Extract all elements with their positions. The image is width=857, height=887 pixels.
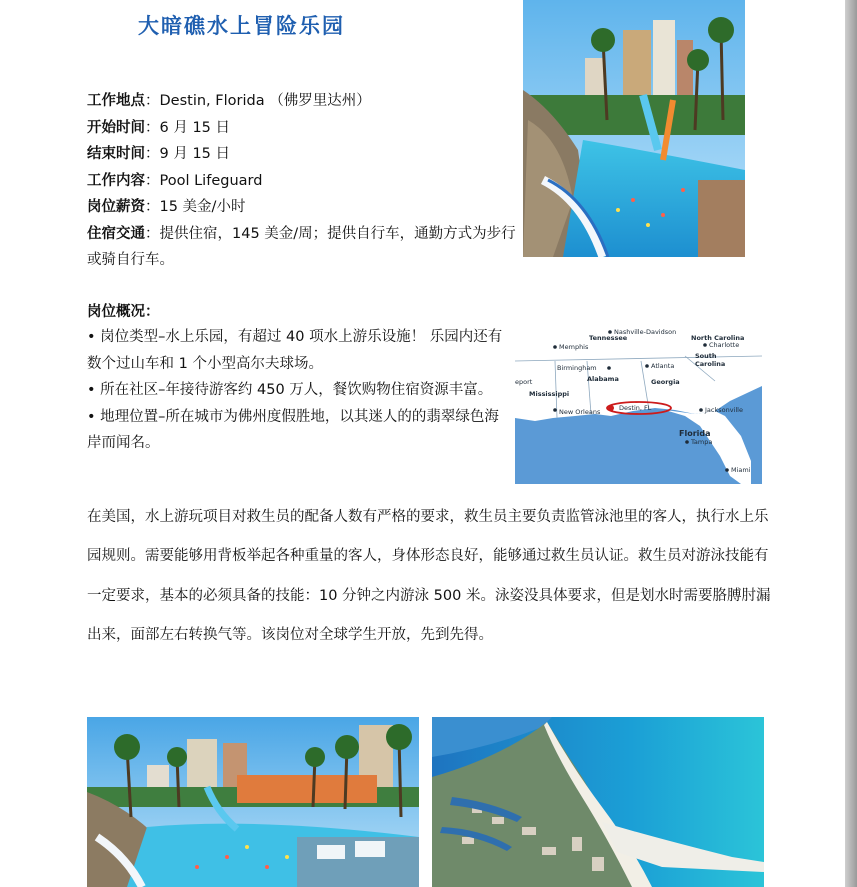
- map-label-carolina: Carolina: [695, 360, 726, 368]
- map-label-jacksonville: Jacksonville: [705, 406, 743, 414]
- map-label-tennessee: Tennessee: [589, 334, 628, 342]
- description-paragraph: 在美国，水上游玩项目对救生员的配备人数有严格的要求，救生员主要负责监管泳池里的客人，执行水上乐园规则。需要能够用背板举起各种重量的客人，身体形态良好，能够通过救生员认证。救生员对游泳技能有一定要求，基本的必须具备的技能：10 分钟之内游泳 500 米。泳姿没具体要求，但是划水时需要胳膊肘漏出来，面部左右转换气等。该岗位对全球学生开放，先到先得。: [87, 509, 771, 643]
- info-label: 开始时间: [87, 119, 145, 136]
- map-label-georgia: Georgia: [651, 378, 680, 386]
- map-label-new-orleans: New Orleans: [559, 408, 601, 416]
- info-start-date: [87, 115, 517, 142]
- info-separator: ：: [145, 225, 160, 242]
- info-value: 提供住宿，145 美金/周；提供自行车，通勤方式为步行或骑自行车。: [87, 225, 516, 268]
- overview-bullets: [87, 324, 507, 457]
- page-title: 大暗礁水上冒险乐园: [138, 13, 345, 38]
- map-label-florida: Florida: [679, 429, 711, 438]
- map-label-tampa: Tampa: [691, 438, 713, 446]
- info-separator: ：: [145, 93, 160, 109]
- map-label-alabama: Alabama: [587, 375, 619, 383]
- job-info-list: [87, 88, 517, 274]
- info-housing: [87, 221, 517, 274]
- map-label-birmingham: Birmingham: [557, 364, 597, 372]
- info-end-date: [87, 141, 517, 168]
- location-map: [515, 326, 762, 484]
- info-separator: ：: [145, 199, 160, 215]
- map-label-louisiana: eport: [515, 378, 533, 386]
- bullet-item: • 地理位置–所在城市为佛州度假胜地，以其迷人的的翡翠绿色海岸而闻名。: [87, 408, 499, 451]
- info-value: Destin, Florida （佛罗里达州）: [159, 93, 371, 109]
- map-label-south: South: [695, 352, 717, 360]
- info-value: 15 美金/小时: [159, 199, 246, 215]
- info-separator: ：: [145, 146, 160, 162]
- bullet-item: • 所在社区–年接待游客约 450 万人，餐饮购物住宿资源丰富。: [87, 382, 493, 398]
- info-value: 6 月 15 日: [159, 119, 231, 136]
- info-job-content: [87, 168, 517, 195]
- info-label: 工作内容: [87, 172, 145, 189]
- destin-aerial-photo: [432, 717, 764, 887]
- page-edge-shadow: [845, 0, 857, 887]
- map-label-charlotte: Charlotte: [709, 341, 740, 349]
- overview-heading: 岗位概况：: [87, 304, 160, 320]
- map-label-miami: Miami: [731, 466, 751, 474]
- info-salary: [87, 194, 517, 221]
- info-value: 9 月 15 日: [159, 146, 231, 162]
- info-label: 岗位薪资: [87, 199, 145, 215]
- map-label-atlanta: Atlanta: [651, 362, 675, 370]
- map-label-mississippi: Mississippi: [529, 390, 570, 398]
- waterpark-slides-photo: [87, 717, 419, 887]
- info-label: 结束时间: [87, 146, 145, 162]
- waterpark-photo: [523, 0, 745, 257]
- map-label-memphis: Memphis: [559, 343, 589, 351]
- info-label: 工作地点: [87, 93, 145, 109]
- map-label-north-carolina: North Carolina: [691, 334, 745, 342]
- info-separator: ：: [145, 119, 160, 136]
- bullet-item: • 岗位类型–水上乐园，有超过 40 项水上游乐设施！ 乐园内还有数个过山车和 1 个小型高尔夫球场。: [87, 329, 503, 372]
- map-label-destin: Destin, FL: [619, 404, 652, 412]
- map-label-nashville: Nashville-Davidson: [614, 328, 677, 336]
- info-value: Pool Lifeguard: [159, 172, 263, 189]
- info-location: [87, 88, 517, 115]
- info-separator: ：: [145, 172, 160, 189]
- info-label: 住宿交通: [87, 225, 145, 242]
